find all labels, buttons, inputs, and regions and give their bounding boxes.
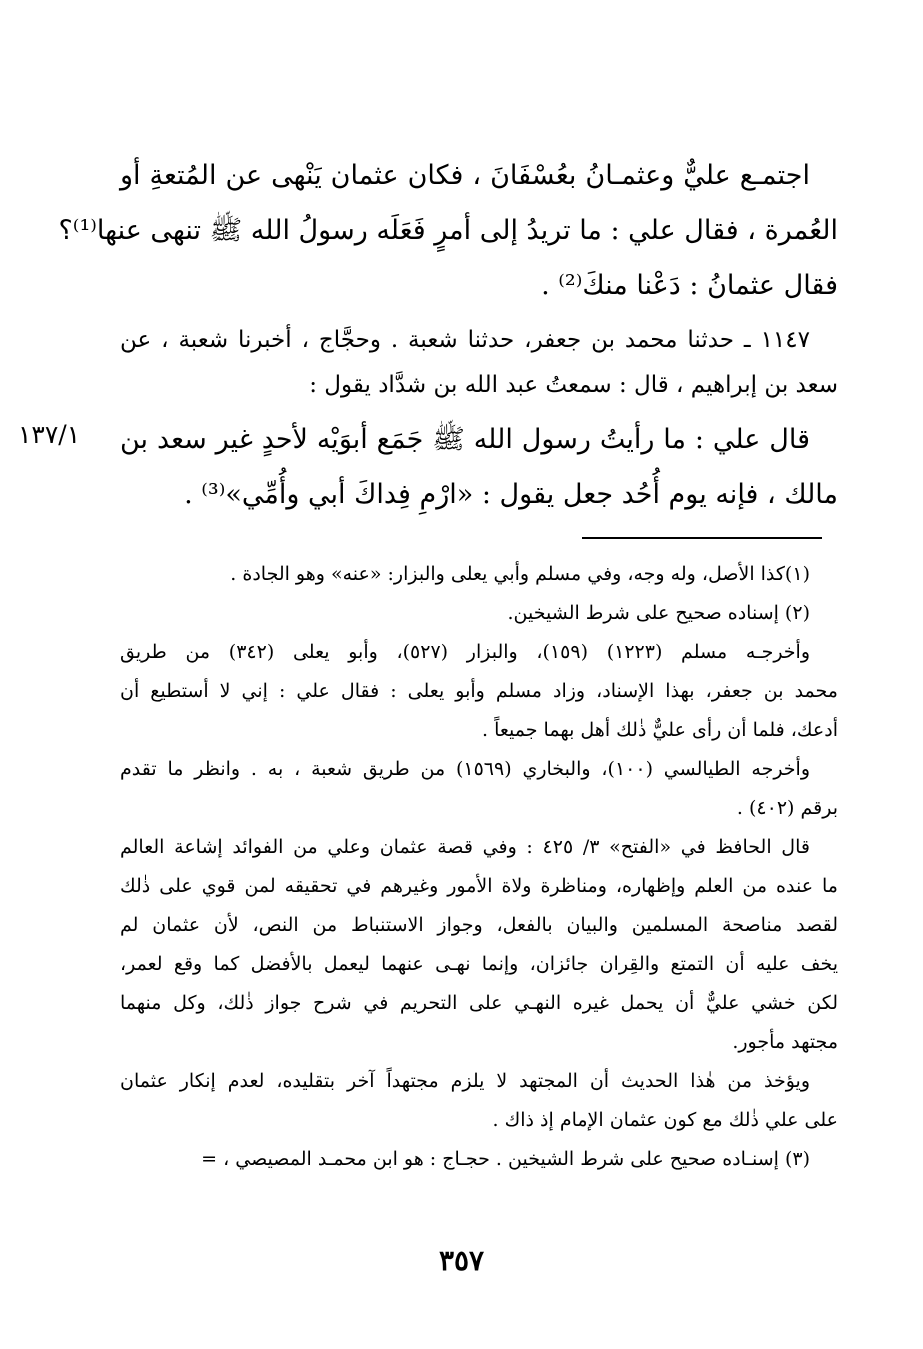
footnote-line: وأخرجـه مسلم (١٢٢٣) (١٥٩)، والبزار (٥٢٧)، وأبو يعلى (٣٤٢) من طريق xyxy=(120,641,810,663)
footnote-line: لقصد مناصحة المسلمين والبيان بالفعل، وجواز الاستنباط من النص، لأن عثمان لم xyxy=(120,914,838,936)
page-number: ٣٥٧ xyxy=(438,1244,485,1277)
footnote-line: ويؤخذ من هٰذا الحديث أن المجتهد لا يلزم مجتهداً آخر بتقليده، لعدم إنكار عثمان xyxy=(120,1070,810,1092)
footnote-line: أدعك، فلما أن رأى عليٌّ ذٰلك أهل بهما جميعاً . xyxy=(482,719,838,741)
hadith-paragraph-2 xyxy=(120,412,838,522)
text-line: سعد بن إبراهيم ، قال : سمعتُ عبد الله بن شدَّاد يقول : xyxy=(309,372,838,398)
footnote-line: مجتهد مأجور. xyxy=(732,1031,838,1053)
footnote-line: قال الحافظ في «الفتح» ٣/ ٤٢٥ : وفي قصة عثمان وعلي من الفوائد إشاعة العالم xyxy=(120,836,810,858)
footnote-separator xyxy=(582,537,822,539)
footnote-2: (٢) إسناده صحيح على شرط الشيخين. xyxy=(507,602,810,624)
text-line: ١١٤٧ ـ حدثنا محمد بن جعفر، حدثنا شعبة . وحجَّاج ، أخبرنا شعبة ، عن xyxy=(120,327,810,353)
isnad-paragraph xyxy=(120,318,838,408)
footnote-line: برقم (٤٠٢) . xyxy=(736,797,838,819)
footnote-1: (١)كذا الأصل، وله وجه، وفي مسلم وأبي يعلى والبزار: «عنه» وهو الجادة . xyxy=(230,563,810,585)
footnote-line: وأخرجه الطيالسي (١٠٠)، والبخاري (١٥٦٩) من طريق شعبة ، به . وانظر ما تقدم xyxy=(120,758,811,780)
footnote-line: ما عنده من العلم وإظهاره، ومناظرة ولاة الأمور وغيرهم في تحقيقه لمن قوي على ذٰلك xyxy=(120,875,838,897)
text-line: العُمرة ، فقال علي : ما تريدُ إلى أمرٍ فَعَلَه رسولُ الله ﷺ تنهى عنها⁽¹⁾؟ xyxy=(58,215,838,246)
footnote-line: على علي ذٰلك مع كون عثمان الإمام إذ ذاك . xyxy=(492,1109,838,1131)
text-line: قال علي : ما رأيتُ رسول الله ﷺ جَمَع أبوَيْه لأحدٍ غير سعد بن xyxy=(120,424,810,455)
footnote-line: لكن خشي عليٌّ أن يحمل غيره النهـي على التحريم في شرح جواز ذٰلك، وكل منهما xyxy=(120,992,838,1014)
footnote-line: محمد بن جعفر، بهذا الإسناد، وزاد مسلم وأبو يعلى : فقال علي : إني لا أستطيع أن xyxy=(120,680,838,702)
text-line: فقال عثمانُ : دَعْنا منكَ⁽²⁾ . xyxy=(541,270,838,301)
margin-reference: ١٣٧/١ xyxy=(18,420,81,449)
footnote-line: يخف عليه أن التمتع والقِران جائزان، وإنما نهـى عنهما ليعمل بالأفضل كما وقع لعمر، xyxy=(120,953,838,975)
hadith-paragraph-1 xyxy=(58,148,838,313)
footnotes xyxy=(120,555,838,1179)
text-line: اجتمـع عليٌّ وعثمـانُ بعُسْفَانَ ، فكان عثمان يَنْهى عن المُتعةِ أو xyxy=(120,160,810,191)
text-line: مالك ، فإنه يوم أُحُد جعل يقول : «ارْمِ فِداكَ أبي وأُمِّي»⁽³⁾ . xyxy=(184,479,838,510)
footnote-3: (٣) إسنـاده صحيح على شرط الشيخين . حجـاج : هو ابن محمـد المصيصي ، = xyxy=(201,1148,810,1170)
